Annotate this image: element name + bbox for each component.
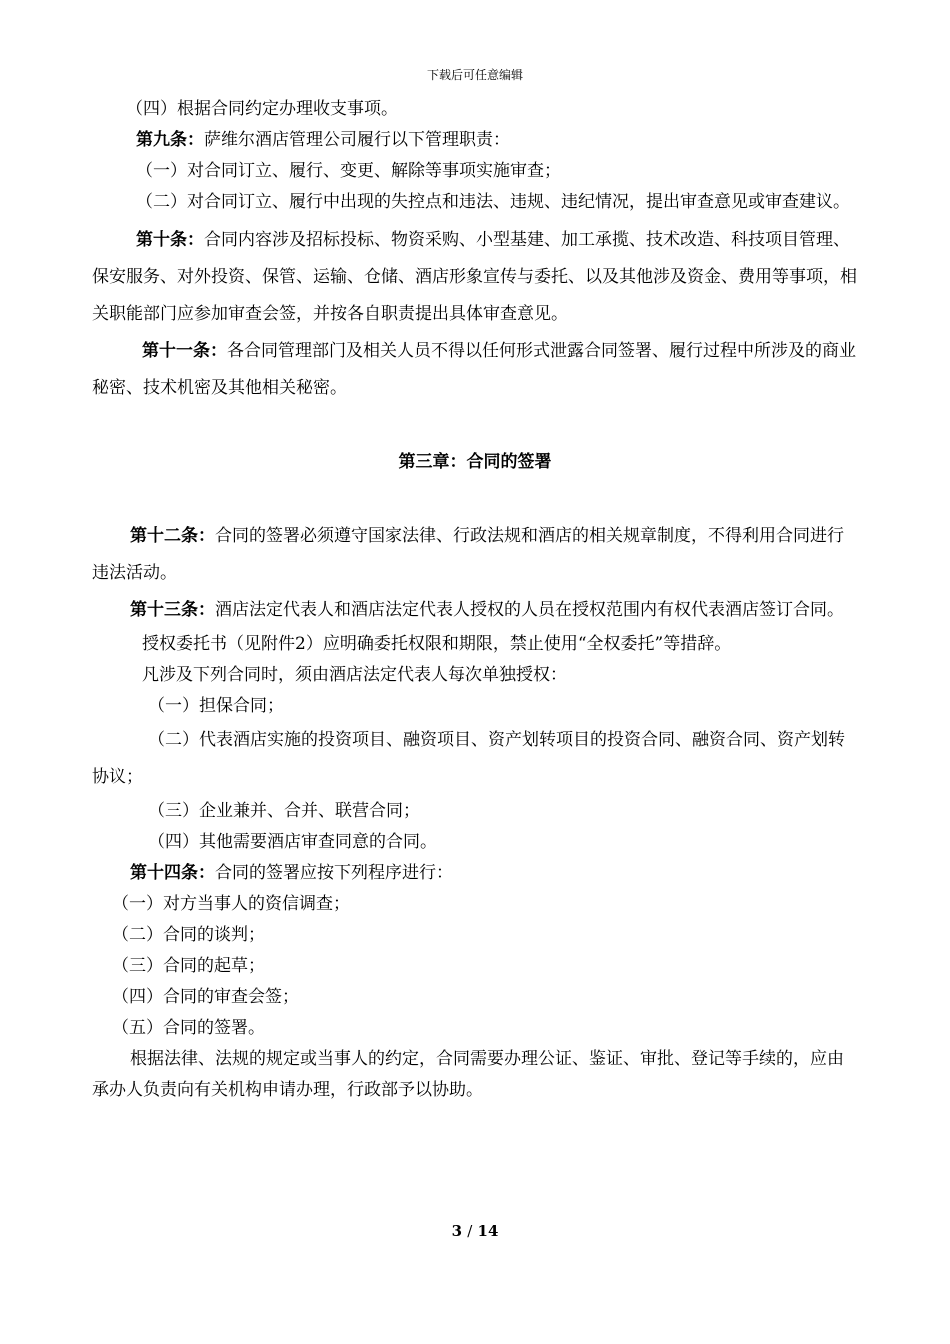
page-number: [0, 1222, 950, 1240]
total-pages: 14: [477, 1222, 499, 1240]
list-item: （一）担保合同；: [148, 696, 284, 716]
list-item: （一）对合同订立、履行、变更、解除等事项实施审查；: [136, 161, 561, 181]
article-label: 第九条：: [136, 130, 204, 150]
article-text: 合同内容涉及招标投标、物资采购、小型基建、加工承揽、技术改造、科技项目管理、保安服务、对外投资、保管、运输、仓储、酒店形象宣传与委托、以及其他涉及资金、费用等事项，相关职能部门应参加审查会签，并按各自职责提出具体审查意见。: [92, 230, 857, 324]
list-item: （三）合同的起草；: [112, 956, 265, 976]
article-label: 第十一条：: [142, 341, 227, 361]
article-label: 第十四条：: [130, 863, 215, 883]
article-text: 各合同管理部门及相关人员不得以任何形式泄露合同签署、履行过程中所涉及的商业秘密、技术机密及其他相关秘密。: [92, 341, 856, 398]
article-text: 合同的签署应按下列程序进行：: [215, 863, 453, 883]
article-11: [92, 333, 858, 407]
list-item: （二）对合同订立、履行中出现的失控点和违法、违规、违纪情况，提出审查意见或审查建议。: [136, 192, 850, 212]
chapter-title: 第三章：合同的签署: [398, 452, 552, 472]
list-item: （四）其他需要酒店审查同意的合同。: [148, 832, 437, 852]
article-12: [92, 518, 858, 592]
document-body: [92, 94, 858, 1106]
paragraph: （四）根据合同约定办理收支事项。: [126, 99, 398, 119]
list-item: （五）合同的签署。: [112, 1018, 265, 1038]
article-label: 第十二条：: [130, 526, 215, 546]
current-page: 3: [451, 1222, 463, 1240]
list-item: （二）合同的谈判；: [112, 925, 265, 945]
list-item: （四）合同的审查会签；: [112, 987, 299, 1007]
paragraph: 凡涉及下列合同时，须由酒店法定代表人每次单独授权：: [142, 665, 567, 685]
article-text: 酒店法定代表人和酒店法定代表人授权的人员在授权范围内有权代表酒店签订合同。: [215, 600, 844, 620]
list-item: （一）对方当事人的资信调查；: [112, 894, 350, 914]
list-item: （三）企业兼并、合并、联营合同；: [148, 801, 420, 821]
article-text: 合同的签署必须遵守国家法律、行政法规和酒店的相关规章制度，不得利用合同进行违法活动。: [92, 526, 844, 583]
article-9: [92, 125, 858, 156]
page-separator: /: [467, 1222, 473, 1240]
paragraph: 授权委托书（见附件2）应明确委托权限和期限，禁止使用“全权委托”等措辞。: [142, 634, 732, 654]
article-14: [92, 858, 858, 889]
article-10: [92, 222, 858, 333]
article-label: 第十三条：: [130, 600, 215, 620]
paragraph: 根据法律、法规的规定或当事人的约定，合同需要办理公证、鉴证、审批、登记等手续的，应由承办人负责向有关机构申请办理，行政部予以协助。: [92, 1049, 844, 1100]
list-item: （二）代表酒店实施的投资项目、融资项目、资产划转项目的投资合同、融资合同、资产划转协议；: [92, 730, 845, 787]
article-text: 萨维尔酒店管理公司履行以下管理职责：: [204, 130, 510, 150]
article-13: [92, 592, 858, 629]
page-header: 下载后可任意编辑: [426, 68, 523, 82]
article-label: 第十条：: [136, 230, 204, 250]
